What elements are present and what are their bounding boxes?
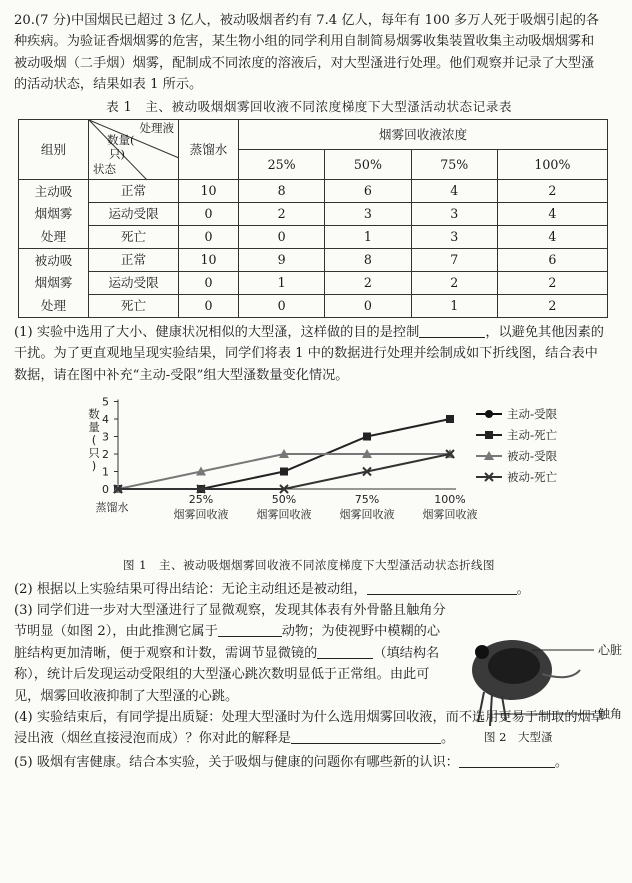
daphnia-eye — [475, 645, 489, 659]
state-cell: 运动受限 — [89, 202, 179, 225]
q5-end: 。 — [554, 754, 569, 770]
value-cell: 2 — [497, 294, 607, 317]
value-cell: 1 — [239, 271, 325, 294]
data-point — [363, 433, 371, 441]
group-name-cell: 烟烟雾 — [19, 202, 89, 225]
group-name-cell: 处理 — [19, 294, 89, 317]
q1-answer-blank[interactable] — [419, 324, 485, 338]
legend-label: 主动-死亡 — [507, 428, 558, 443]
conc-header-0: 25% — [239, 149, 325, 179]
value-cell: 3 — [411, 225, 497, 248]
q4-end: 。 — [440, 731, 455, 747]
figure2-caption: 图 2 大型溞 — [484, 730, 553, 745]
q1-text-a: (1) 实验中选用了大小、健康状况相似的大型溞，这样做的目的是控制 — [14, 324, 420, 340]
value-cell: 4 — [497, 225, 607, 248]
q3-text-c: （填结构名称），统计后发现运动受限组的大型溞心跳次数明显低于正常组。由此可见，烟雾回收液抑制了大型溞的心跳。 — [14, 645, 440, 704]
label-antenna: 触角 — [598, 707, 623, 722]
daphnia-legs — [478, 692, 506, 726]
value-cell: 4 — [497, 202, 607, 225]
legend-label: 被动-死亡 — [507, 470, 558, 485]
q3-text — [14, 600, 452, 707]
group-name-cell: 处理 — [19, 225, 89, 248]
y-tick-label: 4 — [102, 413, 109, 427]
q2-text: (2) 根据以上实验结果可得出结论：无论主动组还是被动组， — [14, 581, 367, 597]
state-cell: 正常 — [89, 179, 179, 202]
q4-text: (4) 实验结束后，有同学提出质疑：处理大型溞时为什么选用烟雾回收液，而不选用更易于制取的烟草浸出液（烟丝直接浸泡而成）？你对此的解释是 — [14, 709, 604, 747]
y-tick-label: 1 — [102, 465, 109, 479]
value-cell: 4 — [411, 179, 497, 202]
group-name-cell: 主动吸 — [19, 179, 89, 202]
value-cell: 10 — [179, 248, 239, 271]
value-cell: 2 — [325, 271, 411, 294]
value-cell: 2 — [497, 271, 607, 294]
value-cell: 1 — [325, 225, 411, 248]
y-axis-label: 只 — [88, 446, 100, 461]
table-row — [19, 294, 608, 317]
x-tick-label: 蒸馏水 — [95, 501, 129, 515]
y-axis-label: ) — [91, 459, 97, 474]
value-cell: 2 — [411, 271, 497, 294]
x-tick-label: 75% — [354, 493, 380, 507]
question-number: 20. — [14, 13, 35, 28]
header-group: 组别 — [19, 119, 89, 179]
header-water: 蒸馏水 — [179, 119, 239, 179]
state-cell: 正常 — [89, 248, 179, 271]
header-diagonal-cell — [89, 119, 179, 179]
q1-text-b: ，以避免其他因素的干扰。为了更直观地呈现实验结果，同学们将表 1 中的数据进行处理并绘制成如下折线图，结合表中数据，请在图中补充“主动-受限”组大型溞数量变化情况。 — [14, 324, 604, 383]
q3-text-b: 动物；为使视野中模糊的心脏结构更加清晰，便于观察和计数，需调节显微镜的 — [14, 624, 441, 661]
data-point — [485, 410, 493, 418]
x-tick-label: 100% — [434, 493, 466, 507]
q3-answer-blank-1[interactable] — [218, 623, 282, 637]
q2 — [14, 579, 604, 600]
x-tick-label: 25% — [188, 493, 214, 507]
q2-end: 。 — [516, 581, 530, 597]
table-row — [19, 271, 608, 294]
q5-text: (5) 吸烟有害健康。结合本实验，关于吸烟与健康的问题你有哪些新的认识： — [14, 754, 459, 770]
x-tick-label: 烟雾回收液 — [422, 508, 478, 522]
line-chart-svg — [14, 388, 604, 556]
value-cell: 0 — [239, 294, 325, 317]
label-heart: 心脏 — [598, 643, 623, 658]
legend-label: 主动-受限 — [507, 407, 558, 422]
table-row — [19, 225, 608, 248]
q4-answer-blank[interactable] — [291, 730, 441, 744]
y-tick-label: 5 — [102, 395, 109, 409]
legend-label: 被动-受限 — [507, 449, 558, 464]
value-cell: 2 — [497, 179, 607, 202]
value-cell: 9 — [239, 248, 325, 271]
value-cell: 0 — [179, 225, 239, 248]
x-tick-label: 烟雾回收液 — [339, 508, 395, 522]
group-name-cell: 被动吸 — [19, 248, 89, 271]
state-cell: 运动受限 — [89, 271, 179, 294]
conc-header-2: 75% — [411, 149, 497, 179]
x-tick-label: 烟雾回收液 — [173, 508, 229, 522]
table-row — [19, 179, 608, 202]
record-table — [18, 119, 608, 318]
value-cell: 2 — [239, 202, 325, 225]
value-cell: 1 — [411, 294, 497, 317]
header-concentration: 烟雾回收液浓度 — [239, 119, 608, 149]
question-intro-text: 中国烟民已超过 3 亿人，被动吸烟者约有 7.4 亿人，每年有 100 多万人死于吸烟引起的各种疾病。为验证香烟烟雾的危害，某生物小组的同学利用自制简易烟雾收集装置收集主动吸烟烟雾和被动吸烟（二手烟）烟雾，配制成不同浓度的溶液后，对大型溞进行处理。他们观察并记录了大型溞的活动状态，结果如表 1 所示。 — [14, 13, 600, 93]
x-tick-label: 50% — [271, 493, 297, 507]
value-cell: 7 — [411, 248, 497, 271]
table-caption: 表 1 主、被动吸烟烟雾回收液不同浓度梯度下大型溞活动状态记录表 — [106, 98, 512, 114]
value-cell: 8 — [325, 248, 411, 271]
header-count: 数量( — [107, 132, 135, 147]
q5-answer-blank[interactable] — [459, 754, 555, 768]
value-cell: 6 — [325, 179, 411, 202]
q2-answer-blank[interactable] — [367, 581, 517, 595]
line-chart — [14, 388, 604, 556]
y-tick-label: 2 — [102, 448, 109, 462]
y-axis-label: 量 — [88, 420, 100, 435]
data-point — [485, 431, 493, 439]
question-intro — [14, 10, 604, 96]
figure1-caption: 图 1 主、被动吸烟烟雾回收液不同浓度梯度下大型溞活动状态折线图 — [123, 558, 495, 573]
state-cell: 死亡 — [89, 225, 179, 248]
header-unit: 只) — [109, 146, 125, 161]
y-tick-label: 0 — [102, 483, 109, 497]
conc-header-3: 100% — [497, 149, 607, 179]
value-cell: 0 — [239, 225, 325, 248]
value-cell: 6 — [497, 248, 607, 271]
conc-header-1: 50% — [325, 149, 411, 179]
q5 — [14, 752, 604, 773]
state-cell: 死亡 — [89, 294, 179, 317]
question-score: (7 分) — [34, 13, 72, 28]
x-tick-label: 烟雾回收液 — [256, 508, 312, 522]
q1 — [14, 322, 604, 386]
header-treatment: 处理液 — [139, 120, 174, 135]
value-cell: 8 — [239, 179, 325, 202]
q3-text-a: (3) 同学们进一步对大型溞进行了显微观察，发现其体表有外骨骼且触角分节明显（如图 2），由此推测它属于 — [14, 603, 446, 640]
value-cell: 3 — [411, 202, 497, 225]
table-row — [19, 202, 608, 225]
y-axis-label: ( — [91, 433, 97, 448]
q3-answer-blank-2[interactable] — [317, 645, 373, 659]
value-cell: 0 — [179, 202, 239, 225]
group-name-cell: 烟烟雾 — [19, 271, 89, 294]
value-cell: 0 — [325, 294, 411, 317]
data-point — [280, 468, 288, 476]
y-axis-label: 数 — [88, 407, 100, 422]
data-point — [446, 415, 454, 423]
value-cell: 3 — [325, 202, 411, 225]
table-header-row — [19, 119, 608, 149]
table-row — [19, 248, 608, 271]
y-tick-label: 3 — [102, 430, 109, 444]
value-cell: 0 — [179, 294, 239, 317]
value-cell: 0 — [179, 271, 239, 294]
header-state: 状态 — [93, 162, 116, 177]
value-cell: 10 — [179, 179, 239, 202]
